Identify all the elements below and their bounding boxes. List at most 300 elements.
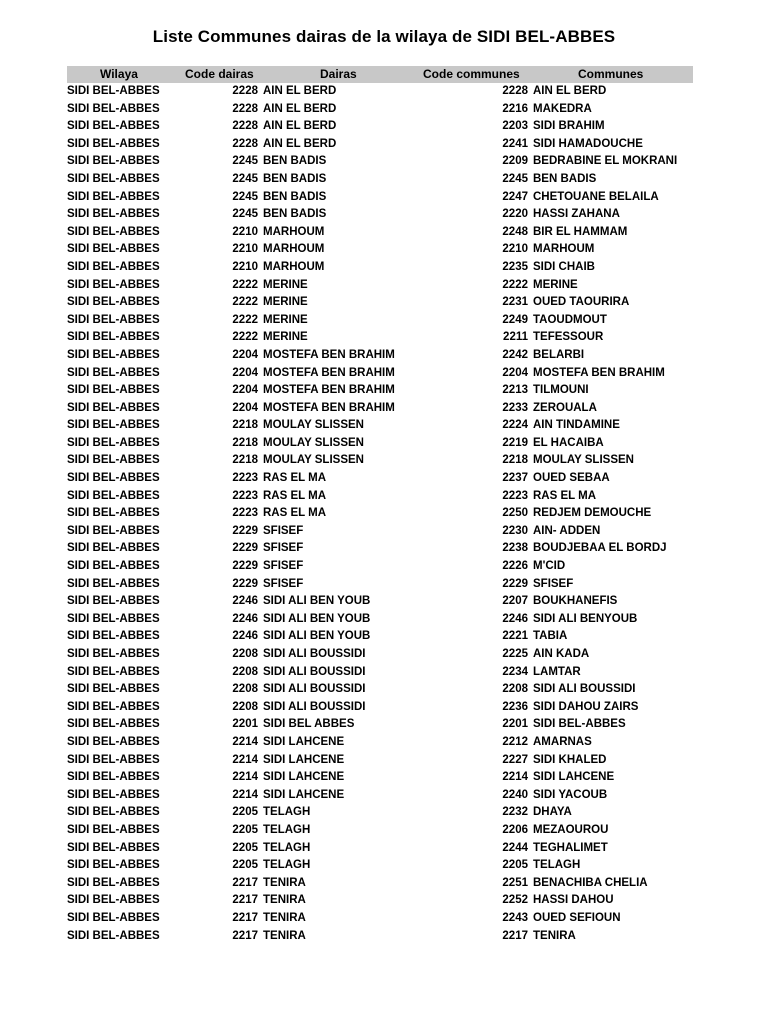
cell-code-daira: 2210 <box>232 225 258 238</box>
cell-daira: RAS EL MA <box>263 472 327 485</box>
cell-commune: MARHOUM <box>533 243 595 256</box>
cell-daira: MOSTEFA BEN BRAHIM <box>263 384 395 397</box>
table-row <box>67 277 693 295</box>
cell-code-commune: 2216 <box>502 102 528 115</box>
cell-commune: MOSTEFA BEN BRAHIM <box>533 366 665 379</box>
cell-code-daira: 2208 <box>232 648 258 660</box>
cell-wilaya: SIDI BEL-ABBES <box>67 384 160 397</box>
table-row <box>67 329 693 347</box>
cell-commune: BEN BADIS <box>533 172 597 185</box>
cell-daira: MOULAY SLISSEN <box>263 419 364 432</box>
table-row <box>67 804 693 822</box>
cell-code-daira: 2201 <box>232 718 258 731</box>
cell-code-commune: 2209 <box>502 155 528 168</box>
header-code-dairas: Code dairas <box>185 67 254 81</box>
cell-commune: RAS EL MA <box>533 489 597 502</box>
cell-wilaya: SIDI BEL-ABBES <box>67 102 160 115</box>
cell-code-commune: 2212 <box>502 735 528 748</box>
cell-code-daira: 2223 <box>232 472 258 485</box>
cell-daira: SIDI LAHCENE <box>263 771 345 784</box>
cell-code-commune: 2252 <box>502 894 528 907</box>
table-row <box>67 787 693 805</box>
table-row <box>67 171 693 189</box>
table-row <box>67 101 693 119</box>
cell-commune: LAMTAR <box>533 665 581 678</box>
cell-wilaya: SIDI BEL-ABBES <box>67 911 160 924</box>
cell-code-commune: 2244 <box>502 841 528 854</box>
cell-wilaya: SIDI BEL-ABBES <box>67 313 160 326</box>
cell-code-daira: 2205 <box>232 823 258 836</box>
cell-daira: SIDI ALI BOUSSIDI <box>263 648 366 660</box>
cell-wilaya: SIDI BEL-ABBES <box>67 155 160 168</box>
table-row <box>67 840 693 858</box>
cell-code-daira: 2217 <box>232 876 258 889</box>
cell-commune: EL HACAIBA <box>533 436 604 449</box>
header-code-communes: Code communes <box>423 67 520 81</box>
cell-daira: SIDI ALI BEN YOUB <box>263 612 371 625</box>
cell-code-commune: 2207 <box>502 595 528 608</box>
cell-code-daira: 2229 <box>232 542 258 555</box>
cell-commune: AIN TINDAMINE <box>533 419 620 432</box>
cell-wilaya: SIDI BEL-ABBES <box>67 208 160 221</box>
cell-wilaya: SIDI BEL-ABBES <box>67 560 160 573</box>
cell-daira: BEN BADIS <box>263 172 327 185</box>
cell-code-commune: 2214 <box>502 771 528 784</box>
cell-code-daira: 2217 <box>232 911 258 924</box>
cell-commune: REDJEM DEMOUCHE <box>533 507 652 520</box>
cell-wilaya: SIDI BEL-ABBES <box>67 348 160 361</box>
cell-daira: MOSTEFA BEN BRAHIM <box>263 401 395 414</box>
cell-code-daira: 2208 <box>232 700 258 713</box>
cell-code-commune: 2248 <box>502 225 528 238</box>
cell-code-commune: 2247 <box>502 190 528 203</box>
cell-daira: AIN EL BERD <box>263 102 337 115</box>
cell-code-daira: 2246 <box>232 630 258 643</box>
cell-code-daira: 2229 <box>232 577 258 590</box>
cell-wilaya: SIDI BEL-ABBES <box>67 683 160 696</box>
header-wilaya: Wilaya <box>100 67 138 81</box>
cell-code-commune: 2235 <box>502 260 528 273</box>
table-row <box>67 664 693 682</box>
cell-commune: DHAYA <box>533 806 572 819</box>
cell-wilaya: SIDI BEL-ABBES <box>67 524 160 537</box>
table-row <box>67 347 693 365</box>
cell-commune: BIR EL HAMMAM <box>533 225 628 238</box>
table-row <box>67 928 693 946</box>
cell-daira: MERINE <box>263 331 308 344</box>
cell-code-daira: 2218 <box>232 436 258 449</box>
cell-code-daira: 2245 <box>232 208 258 221</box>
cell-commune: BELARBI <box>533 348 585 361</box>
cell-commune: AIN KADA <box>533 648 590 660</box>
cell-commune: AMARNAS <box>533 735 592 748</box>
cell-daira: SIDI ALI BOUSSIDI <box>263 683 366 696</box>
cell-commune: AIN EL BERD <box>533 85 607 97</box>
cell-code-commune: 2243 <box>502 911 528 924</box>
cell-code-daira: 2245 <box>232 155 258 168</box>
cell-code-commune: 2221 <box>502 630 528 643</box>
cell-code-daira: 2208 <box>232 665 258 678</box>
cell-code-commune: 2210 <box>502 243 528 256</box>
cell-code-commune: 2241 <box>502 137 528 150</box>
table-row <box>67 699 693 717</box>
cell-wilaya: SIDI BEL-ABBES <box>67 894 160 907</box>
cell-commune: BOUKHANEFIS <box>533 595 618 608</box>
table-row <box>67 136 693 154</box>
cell-daira: SIDI ALI BEN YOUB <box>263 595 371 608</box>
table-row <box>67 822 693 840</box>
table-header <box>67 66 693 83</box>
cell-code-daira: 2218 <box>232 454 258 467</box>
cell-code-daira: 2222 <box>232 278 258 291</box>
cell-code-commune: 2250 <box>502 507 528 520</box>
cell-wilaya: SIDI BEL-ABBES <box>67 876 160 889</box>
cell-daira: TENIRA <box>263 876 306 889</box>
cell-daira: TELAGH <box>263 806 311 819</box>
cell-code-commune: 2229 <box>502 577 528 590</box>
cell-wilaya: SIDI BEL-ABBES <box>67 859 160 872</box>
table-row <box>67 540 693 558</box>
cell-daira: TENIRA <box>263 894 306 907</box>
cell-wilaya: SIDI BEL-ABBES <box>67 735 160 748</box>
cell-daira: TELAGH <box>263 823 311 836</box>
cell-wilaya: SIDI BEL-ABBES <box>67 454 160 467</box>
cell-code-daira: 2245 <box>232 190 258 203</box>
table-row <box>67 752 693 770</box>
cell-code-daira: 2223 <box>232 489 258 502</box>
cell-commune: SIDI CHAIB <box>533 260 595 273</box>
cell-commune: MOULAY SLISSEN <box>533 454 634 467</box>
cell-wilaya: SIDI BEL-ABBES <box>67 137 160 150</box>
cell-code-daira: 2228 <box>232 85 258 97</box>
cell-code-commune: 2204 <box>502 366 528 379</box>
cell-daira: AIN EL BERD <box>263 85 337 97</box>
table-row <box>67 611 693 629</box>
table-row <box>67 505 693 523</box>
table-row <box>67 646 693 664</box>
cell-code-commune: 2203 <box>502 120 528 133</box>
cell-daira: BEN BADIS <box>263 155 327 168</box>
cell-code-daira: 2204 <box>232 401 258 414</box>
cell-code-commune: 2236 <box>502 700 528 713</box>
cell-code-commune: 2205 <box>502 859 528 872</box>
cell-wilaya: SIDI BEL-ABBES <box>67 823 160 836</box>
table-body <box>67 83 693 945</box>
cell-commune: TENIRA <box>533 929 576 942</box>
cell-code-commune: 2245 <box>502 172 528 185</box>
cell-wilaya: SIDI BEL-ABBES <box>67 700 160 713</box>
cell-code-daira: 2246 <box>232 612 258 625</box>
cell-code-commune: 2211 <box>503 331 528 344</box>
cell-daira: TENIRA <box>263 911 306 924</box>
cell-daira: SFISEF <box>263 542 304 555</box>
cell-wilaya: SIDI BEL-ABBES <box>67 190 160 203</box>
cell-wilaya: SIDI BEL-ABBES <box>67 120 160 133</box>
table-row <box>67 593 693 611</box>
cell-commune: SIDI YACOUB <box>533 788 608 801</box>
cell-code-daira: 2205 <box>232 806 258 819</box>
table-row <box>67 857 693 875</box>
cell-wilaya: SIDI BEL-ABBES <box>67 753 160 766</box>
cell-commune: TAOUDMOUT <box>533 313 607 326</box>
cell-commune: CHETOUANE BELAILA <box>533 190 659 203</box>
cell-wilaya: SIDI BEL-ABBES <box>67 472 160 485</box>
cell-commune: ZEROUALA <box>533 401 597 414</box>
cell-daira: MARHOUM <box>263 260 325 273</box>
cell-commune: HASSI ZAHANA <box>533 208 620 221</box>
cell-commune: SIDI LAHCENE <box>533 771 615 784</box>
table-row <box>67 312 693 330</box>
cell-commune: MEZAOUROU <box>533 823 609 836</box>
cell-daira: AIN EL BERD <box>263 120 337 133</box>
cell-commune: TILMOUNI <box>533 384 589 397</box>
cell-commune: OUED TAOURIRA <box>533 296 630 309</box>
cell-daira: MERINE <box>263 278 308 291</box>
cell-wilaya: SIDI BEL-ABBES <box>67 665 160 678</box>
cell-code-daira: 2228 <box>232 102 258 115</box>
table-row <box>67 910 693 928</box>
table-row <box>67 716 693 734</box>
cell-code-commune: 2206 <box>502 823 528 836</box>
cell-commune: OUED SEFIOUN <box>533 911 621 924</box>
table-row <box>67 294 693 312</box>
cell-wilaya: SIDI BEL-ABBES <box>67 595 160 608</box>
cell-wilaya: SIDI BEL-ABBES <box>67 577 160 590</box>
cell-code-commune: 2232 <box>502 806 528 819</box>
cell-code-commune: 2228 <box>502 85 528 97</box>
table-row <box>67 734 693 752</box>
cell-wilaya: SIDI BEL-ABBES <box>67 806 160 819</box>
cell-code-commune: 2242 <box>502 348 528 361</box>
table-row <box>67 118 693 136</box>
cell-commune: OUED SEBAA <box>533 472 610 485</box>
cell-daira: SFISEF <box>263 524 304 537</box>
table-row <box>67 241 693 259</box>
cell-code-daira: 2228 <box>232 120 258 133</box>
cell-code-commune: 2227 <box>502 753 528 766</box>
cell-daira: SIDI LAHCENE <box>263 753 345 766</box>
cell-code-commune: 2217 <box>502 929 528 942</box>
table-row <box>67 523 693 541</box>
table-row <box>67 628 693 646</box>
table-row <box>67 452 693 470</box>
cell-wilaya: SIDI BEL-ABBES <box>67 260 160 273</box>
cell-wilaya: SIDI BEL-ABBES <box>67 542 160 555</box>
cell-code-commune: 2238 <box>502 542 528 555</box>
table-row <box>67 189 693 207</box>
cell-daira: SIDI LAHCENE <box>263 788 345 801</box>
cell-code-commune: 2231 <box>502 296 528 309</box>
cell-code-daira: 2214 <box>232 771 258 784</box>
cell-code-daira: 2204 <box>232 384 258 397</box>
cell-code-commune: 2224 <box>502 419 528 432</box>
cell-daira: AIN EL BERD <box>263 137 337 150</box>
table-row <box>67 417 693 435</box>
cell-commune: SIDI KHALED <box>533 753 607 766</box>
cell-commune: TEFESSOUR <box>533 331 604 344</box>
cell-code-commune: 2219 <box>502 436 528 449</box>
cell-daira: SIDI ALI BOUSSIDI <box>263 665 366 678</box>
cell-code-commune: 2201 <box>502 718 528 731</box>
cell-code-commune: 2213 <box>502 384 528 397</box>
cell-daira: BEN BADIS <box>263 208 327 221</box>
cell-code-daira: 2204 <box>232 366 258 379</box>
table-row <box>67 892 693 910</box>
table-row <box>67 875 693 893</box>
cell-commune: HASSI DAHOU <box>533 894 614 907</box>
cell-daira: SIDI ALI BEN YOUB <box>263 630 371 643</box>
cell-code-commune: 2208 <box>502 683 528 696</box>
cell-daira: MOULAY SLISSEN <box>263 436 364 449</box>
cell-commune: SIDI HAMADOUCHE <box>533 137 643 150</box>
cell-wilaya: SIDI BEL-ABBES <box>67 419 160 432</box>
cell-commune: M'CID <box>533 560 566 573</box>
cell-commune: BENACHIBA CHELIA <box>533 876 648 889</box>
communes-table <box>67 66 693 945</box>
header-dairas: Dairas <box>320 67 357 81</box>
cell-wilaya: SIDI BEL-ABBES <box>67 296 160 309</box>
table-row <box>67 224 693 242</box>
cell-code-daira: 2222 <box>232 296 258 309</box>
cell-code-commune: 2233 <box>502 401 528 414</box>
cell-code-daira: 2214 <box>232 753 258 766</box>
cell-commune: TELAGH <box>533 859 581 872</box>
cell-daira: MARHOUM <box>263 243 325 256</box>
cell-code-commune: 2246 <box>502 612 528 625</box>
cell-commune: MAKEDRA <box>533 102 592 115</box>
cell-daira: SIDI BEL ABBES <box>263 718 355 731</box>
table-row <box>67 83 693 101</box>
table-row <box>67 382 693 400</box>
cell-wilaya: SIDI BEL-ABBES <box>67 331 160 344</box>
cell-wilaya: SIDI BEL-ABBES <box>67 507 160 520</box>
table-row <box>67 153 693 171</box>
table-row <box>67 206 693 224</box>
cell-code-commune: 2226 <box>502 560 528 573</box>
cell-daira: RAS EL MA <box>263 507 327 520</box>
table-row <box>67 769 693 787</box>
cell-code-daira: 2222 <box>232 313 258 326</box>
cell-wilaya: SIDI BEL-ABBES <box>67 243 160 256</box>
table-row <box>67 400 693 418</box>
cell-daira: TENIRA <box>263 929 306 942</box>
cell-wilaya: SIDI BEL-ABBES <box>67 788 160 801</box>
cell-daira: TELAGH <box>263 859 311 872</box>
table-row <box>67 576 693 594</box>
cell-code-daira: 2214 <box>232 788 258 801</box>
cell-commune: SIDI BRAHIM <box>533 120 605 133</box>
cell-commune: TABIA <box>533 630 568 643</box>
header-communes: Communes <box>578 67 644 81</box>
table-row <box>67 470 693 488</box>
table-row <box>67 488 693 506</box>
cell-code-commune: 2237 <box>502 472 528 485</box>
cell-code-daira: 2204 <box>232 348 258 361</box>
cell-code-daira: 2229 <box>232 524 258 537</box>
cell-wilaya: SIDI BEL-ABBES <box>67 929 160 942</box>
cell-daira: SIDI LAHCENE <box>263 735 345 748</box>
cell-code-commune: 2222 <box>502 278 528 291</box>
cell-daira: MOULAY SLISSEN <box>263 454 364 467</box>
cell-daira: SIDI ALI BOUSSIDI <box>263 700 366 713</box>
cell-wilaya: SIDI BEL-ABBES <box>67 718 160 731</box>
cell-wilaya: SIDI BEL-ABBES <box>67 489 160 502</box>
cell-code-daira: 2218 <box>232 419 258 432</box>
cell-code-daira: 2208 <box>232 683 258 696</box>
cell-daira: BEN BADIS <box>263 190 327 203</box>
cell-code-daira: 2210 <box>232 243 258 256</box>
cell-commune: SIDI ALI BENYOUB <box>533 612 638 625</box>
cell-daira: TELAGH <box>263 841 311 854</box>
cell-code-daira: 2205 <box>232 859 258 872</box>
cell-wilaya: SIDI BEL-ABBES <box>67 612 160 625</box>
cell-wilaya: SIDI BEL-ABBES <box>67 278 160 291</box>
cell-wilaya: SIDI BEL-ABBES <box>67 172 160 185</box>
cell-wilaya: SIDI BEL-ABBES <box>67 85 160 97</box>
table-row <box>67 435 693 453</box>
cell-commune: SIDI BEL-ABBES <box>533 718 626 731</box>
cell-wilaya: SIDI BEL-ABBES <box>67 436 160 449</box>
cell-wilaya: SIDI BEL-ABBES <box>67 648 160 660</box>
table-row <box>67 681 693 699</box>
cell-daira: RAS EL MA <box>263 489 327 502</box>
cell-wilaya: SIDI BEL-ABBES <box>67 771 160 784</box>
cell-code-commune: 2230 <box>502 524 528 537</box>
cell-commune: SFISEF <box>533 577 574 590</box>
cell-daira: MARHOUM <box>263 225 325 238</box>
cell-daira: MERINE <box>263 313 308 326</box>
cell-commune: TEGHALIMET <box>533 841 608 854</box>
cell-daira: SFISEF <box>263 560 304 573</box>
cell-commune: SIDI ALI BOUSSIDI <box>533 683 636 696</box>
cell-wilaya: SIDI BEL-ABBES <box>67 225 160 238</box>
table-row <box>67 259 693 277</box>
cell-code-commune: 2234 <box>502 665 528 678</box>
cell-code-daira: 2222 <box>232 331 258 344</box>
cell-code-daira: 2229 <box>232 560 258 573</box>
cell-code-commune: 2249 <box>502 313 528 326</box>
cell-code-commune: 2218 <box>502 454 528 467</box>
table-row <box>67 558 693 576</box>
cell-code-daira: 2223 <box>232 507 258 520</box>
table-row <box>67 365 693 383</box>
cell-commune: BEDRABINE EL MOKRANI <box>533 155 678 168</box>
cell-wilaya: SIDI BEL-ABBES <box>67 401 160 414</box>
cell-wilaya: SIDI BEL-ABBES <box>67 841 160 854</box>
cell-code-daira: 2228 <box>232 137 258 150</box>
page-title: Liste Communes dairas de la wilaya de SIDI BEL-ABBES <box>152 27 616 46</box>
cell-daira: MOSTEFA BEN BRAHIM <box>263 366 395 379</box>
cell-code-daira: 2205 <box>232 841 258 854</box>
cell-code-commune: 2223 <box>502 489 528 502</box>
cell-code-commune: 2251 <box>502 876 528 889</box>
cell-code-daira: 2245 <box>232 172 258 185</box>
cell-code-daira: 2210 <box>232 260 258 273</box>
cell-daira: MOSTEFA BEN BRAHIM <box>263 348 395 361</box>
cell-commune: MERINE <box>533 278 578 291</box>
cell-code-commune: 2240 <box>502 788 528 801</box>
cell-code-daira: 2246 <box>232 595 258 608</box>
cell-daira: SFISEF <box>263 577 304 590</box>
cell-code-daira: 2217 <box>232 929 258 942</box>
cell-commune: SIDI DAHOU ZAIRS <box>533 700 639 713</box>
cell-wilaya: SIDI BEL-ABBES <box>67 366 160 379</box>
cell-daira: MERINE <box>263 296 308 309</box>
cell-code-commune: 2220 <box>502 208 528 221</box>
cell-code-commune: 2225 <box>502 648 528 660</box>
cell-code-daira: 2214 <box>232 735 258 748</box>
cell-wilaya: SIDI BEL-ABBES <box>67 630 160 643</box>
